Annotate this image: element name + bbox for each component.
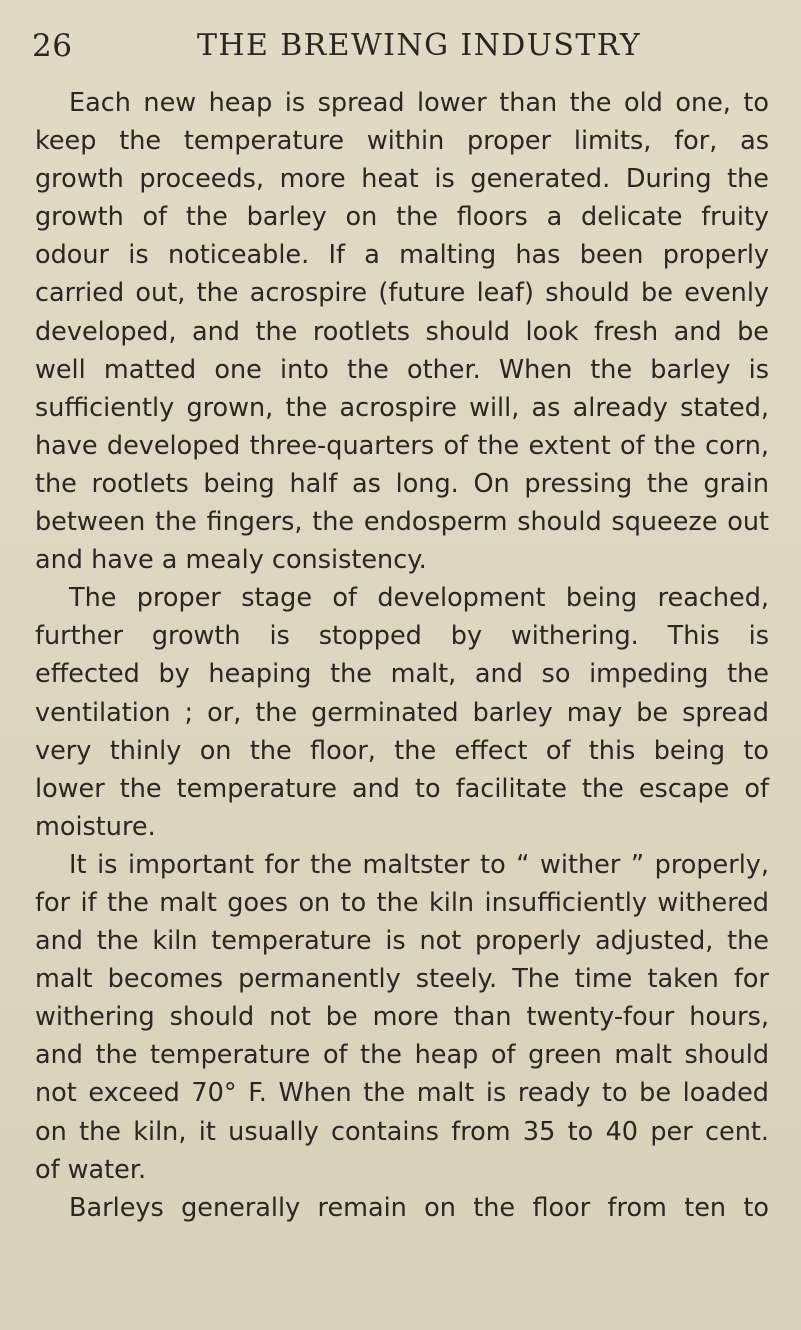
text-line: and the kiln temperature is not properly adjusted, the xyxy=(35,926,769,957)
text-line: for if the malt goes on to the kiln insufficiently withered xyxy=(35,887,769,918)
text-line: developed, and the rootlets should look fresh and be xyxy=(35,316,769,347)
text-line: growth proceeds, more heat is generated. During the xyxy=(35,164,769,195)
text-line: odour is noticeable. If a malting has been properly xyxy=(35,240,769,271)
text-line: well matted one into the other. When the barley is xyxy=(35,354,769,385)
text-line: between the fingers, the endosperm should squeeze out xyxy=(35,507,769,538)
text-line: It is important for the maltster to “ wither ” properly, xyxy=(69,849,769,880)
text-line: Barleys generally remain on the floor from ten to xyxy=(69,1192,769,1223)
text-line: keep the temperature within proper limits, for, as xyxy=(35,126,769,157)
text-line: very thinly on the floor, the effect of this being to xyxy=(35,735,769,766)
text-line: growth of the barley on the floors a delicate fruity xyxy=(35,202,769,233)
text-line: the rootlets being half as long. On pressing the grain xyxy=(35,468,769,499)
text-line: lower the temperature and to facilitate the escape of xyxy=(35,773,769,804)
text-line: moisture. xyxy=(35,811,156,842)
text-line: have developed three-quarters of the extent of the corn, xyxy=(35,430,769,461)
text-line: sufficiently grown, the acrospire will, as already stated, xyxy=(35,392,769,423)
running-head: THE BREWING INDUSTRY xyxy=(197,28,642,63)
body-text xyxy=(35,84,769,1227)
text-line: of water. xyxy=(35,1154,147,1185)
text-line: and have a mealy consistency. xyxy=(35,545,427,576)
text-line: carried out, the acrospire (future leaf) should be evenly xyxy=(35,278,769,309)
text-line: The proper stage of development being reached, xyxy=(69,583,769,614)
text-line: on the kiln, it usually contains from 35 to 40 per cent. xyxy=(35,1116,769,1147)
page-number: 26 xyxy=(32,28,73,64)
page-header xyxy=(32,28,772,72)
text-line: and the temperature of the heap of green malt should xyxy=(35,1040,769,1071)
text-line: effected by heaping the malt, and so impeding the xyxy=(35,659,769,690)
text-line: further growth is stopped by withering. This is xyxy=(35,621,769,652)
text-line: Each new heap is spread lower than the old one, to xyxy=(69,88,769,118)
text-line: ventilation ; or, the germinated barley may be spread xyxy=(35,697,769,728)
text-line: not exceed 70° F. When the malt is ready to be loaded xyxy=(35,1078,769,1109)
text-line: malt becomes permanently steely. The time taken for xyxy=(35,964,769,995)
text-line: withering should not be more than twenty-four hours, xyxy=(35,1002,769,1033)
